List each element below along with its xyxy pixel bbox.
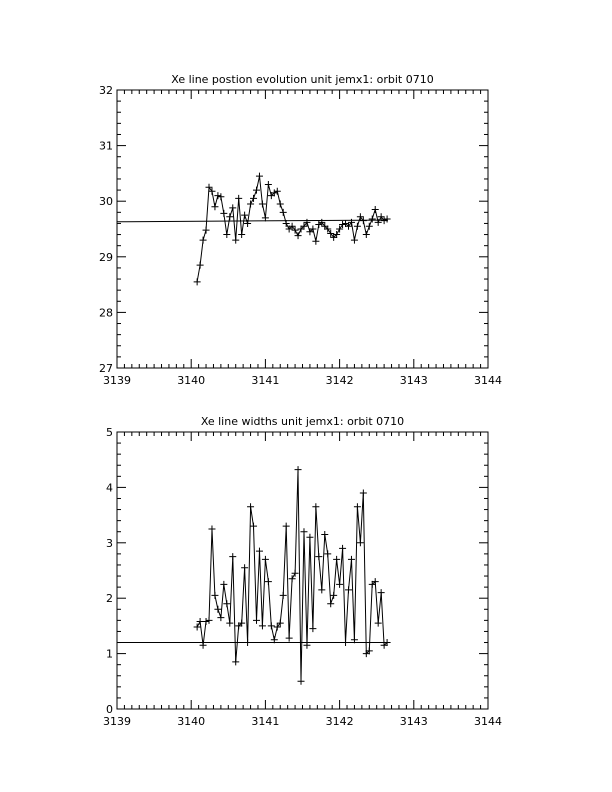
data-point-marker bbox=[312, 238, 319, 245]
data-point-marker bbox=[206, 617, 213, 624]
x-tick-label: 3140 bbox=[177, 374, 206, 387]
data-point-marker bbox=[194, 278, 201, 285]
data-point-marker bbox=[232, 237, 239, 244]
data-point-marker bbox=[277, 200, 284, 207]
data-point-marker bbox=[244, 639, 251, 646]
data-point-marker bbox=[203, 227, 210, 234]
data-point-marker bbox=[253, 187, 260, 194]
data-point-marker bbox=[372, 206, 379, 213]
y-tick-label: 2 bbox=[106, 592, 113, 606]
chart-title: Xe line postion evolution unit jemx1: orbit 0710 bbox=[171, 73, 434, 86]
data-point-marker bbox=[256, 173, 263, 180]
data-point-marker bbox=[241, 212, 248, 219]
data-point-marker bbox=[280, 209, 287, 216]
x-tick-label: 3141 bbox=[251, 374, 280, 387]
data-point-marker bbox=[336, 581, 343, 588]
data-point-marker bbox=[309, 625, 316, 632]
data-point-marker bbox=[298, 678, 305, 685]
data-point-marker bbox=[238, 231, 245, 238]
x-tick-label: 3142 bbox=[325, 715, 354, 728]
data-point-marker bbox=[351, 237, 358, 244]
data-point-marker bbox=[283, 523, 290, 530]
data-point-marker bbox=[229, 204, 236, 211]
y-tick-label: 32 bbox=[99, 84, 113, 97]
data-point-marker bbox=[342, 639, 349, 646]
data-point-marker bbox=[217, 614, 224, 621]
data-point-marker bbox=[232, 658, 239, 665]
data-point-marker bbox=[223, 231, 230, 238]
data-point-marker bbox=[259, 200, 266, 207]
data-point-marker bbox=[318, 586, 325, 593]
data-point-marker bbox=[369, 215, 376, 222]
data-point-marker bbox=[366, 223, 373, 230]
x-tick-label: 3142 bbox=[325, 374, 354, 387]
x-tick-label: 3144 bbox=[474, 374, 502, 387]
x-tick-label: 3144 bbox=[474, 715, 502, 728]
data-point-marker bbox=[339, 221, 346, 228]
data-point-marker bbox=[363, 231, 370, 238]
data-point-marker bbox=[197, 262, 204, 269]
data-point-marker bbox=[223, 600, 230, 607]
data-point-marker bbox=[354, 223, 361, 230]
y-tick-label: 30 bbox=[99, 195, 113, 209]
data-point-marker bbox=[259, 622, 266, 629]
y-tick-label: 28 bbox=[99, 306, 113, 320]
y-tick-label: 0 bbox=[106, 703, 113, 716]
data-point-marker bbox=[274, 188, 281, 195]
plot-panel-1 bbox=[99, 73, 502, 387]
data-point-marker bbox=[306, 534, 313, 541]
data-point-marker bbox=[333, 556, 340, 563]
plot-frame bbox=[117, 432, 488, 709]
data-point-marker bbox=[262, 214, 269, 221]
x-tick-label: 3141 bbox=[251, 715, 280, 728]
data-point-marker bbox=[312, 503, 319, 510]
data-point-marker bbox=[226, 620, 233, 627]
data-point-marker bbox=[286, 635, 293, 642]
data-point-marker bbox=[289, 575, 296, 582]
y-tick-label: 27 bbox=[99, 362, 113, 375]
x-tick-label: 3139 bbox=[103, 374, 131, 387]
data-point-marker bbox=[226, 213, 233, 220]
data-point-marker bbox=[354, 503, 361, 510]
x-tick-label: 3140 bbox=[177, 715, 206, 728]
data-point-marker bbox=[339, 545, 346, 552]
data-point-marker bbox=[211, 203, 218, 210]
data-point-marker bbox=[268, 622, 275, 629]
data-point-marker bbox=[241, 564, 248, 571]
data-point-marker bbox=[265, 181, 272, 188]
data-point-marker bbox=[280, 592, 287, 599]
data-point-marker bbox=[214, 606, 221, 613]
y-tick-label: 31 bbox=[99, 139, 113, 153]
data-point-marker bbox=[217, 193, 224, 200]
chart-title: Xe line widths unit jemx1: orbit 0710 bbox=[200, 415, 405, 428]
y-tick-label: 3 bbox=[106, 536, 113, 550]
data-point-marker bbox=[360, 489, 367, 496]
data-point-marker bbox=[247, 503, 254, 510]
data-point-marker bbox=[250, 195, 257, 202]
data-point-marker bbox=[330, 592, 337, 599]
data-point-marker bbox=[235, 195, 242, 202]
data-point-marker bbox=[315, 553, 322, 560]
reference-line bbox=[117, 220, 388, 222]
x-tick-label: 3139 bbox=[103, 715, 131, 728]
data-point-marker bbox=[247, 200, 254, 207]
data-point-marker bbox=[253, 617, 260, 624]
data-point-marker bbox=[262, 556, 269, 563]
x-tick-label: 3143 bbox=[399, 715, 428, 728]
data-point-marker bbox=[203, 618, 210, 625]
data-point-marker bbox=[327, 600, 334, 607]
y-tick-label: 4 bbox=[106, 481, 113, 495]
plot-panel-2 bbox=[103, 415, 502, 728]
y-tick-label: 29 bbox=[99, 250, 113, 264]
data-point-marker bbox=[295, 232, 302, 239]
data-point-marker bbox=[336, 226, 343, 233]
data-point-marker bbox=[300, 528, 307, 535]
data-point-marker bbox=[357, 213, 364, 220]
data-point-marker bbox=[220, 210, 227, 217]
data-point-marker bbox=[220, 581, 227, 588]
data-point-marker bbox=[378, 589, 385, 596]
data-point-marker bbox=[256, 548, 263, 555]
data-point-marker bbox=[321, 531, 328, 538]
data-point-marker bbox=[345, 586, 352, 593]
data-point-marker bbox=[292, 570, 299, 577]
data-point-marker bbox=[324, 550, 331, 557]
data-point-marker bbox=[375, 620, 382, 627]
data-point-marker bbox=[211, 592, 218, 599]
y-tick-label: 5 bbox=[106, 426, 113, 439]
data-point-marker bbox=[357, 539, 364, 546]
y-tick-label: 1 bbox=[106, 647, 113, 661]
data-point-marker bbox=[295, 466, 302, 473]
data-point-marker bbox=[229, 553, 236, 560]
x-tick-label: 3143 bbox=[399, 374, 428, 387]
data-point-marker bbox=[194, 624, 201, 631]
data-point-marker bbox=[348, 556, 355, 563]
data-point-marker bbox=[250, 523, 257, 530]
data-point-marker bbox=[214, 192, 221, 199]
data-point-marker bbox=[200, 237, 207, 244]
data-point-marker bbox=[265, 578, 272, 585]
data-point-marker bbox=[208, 525, 215, 532]
